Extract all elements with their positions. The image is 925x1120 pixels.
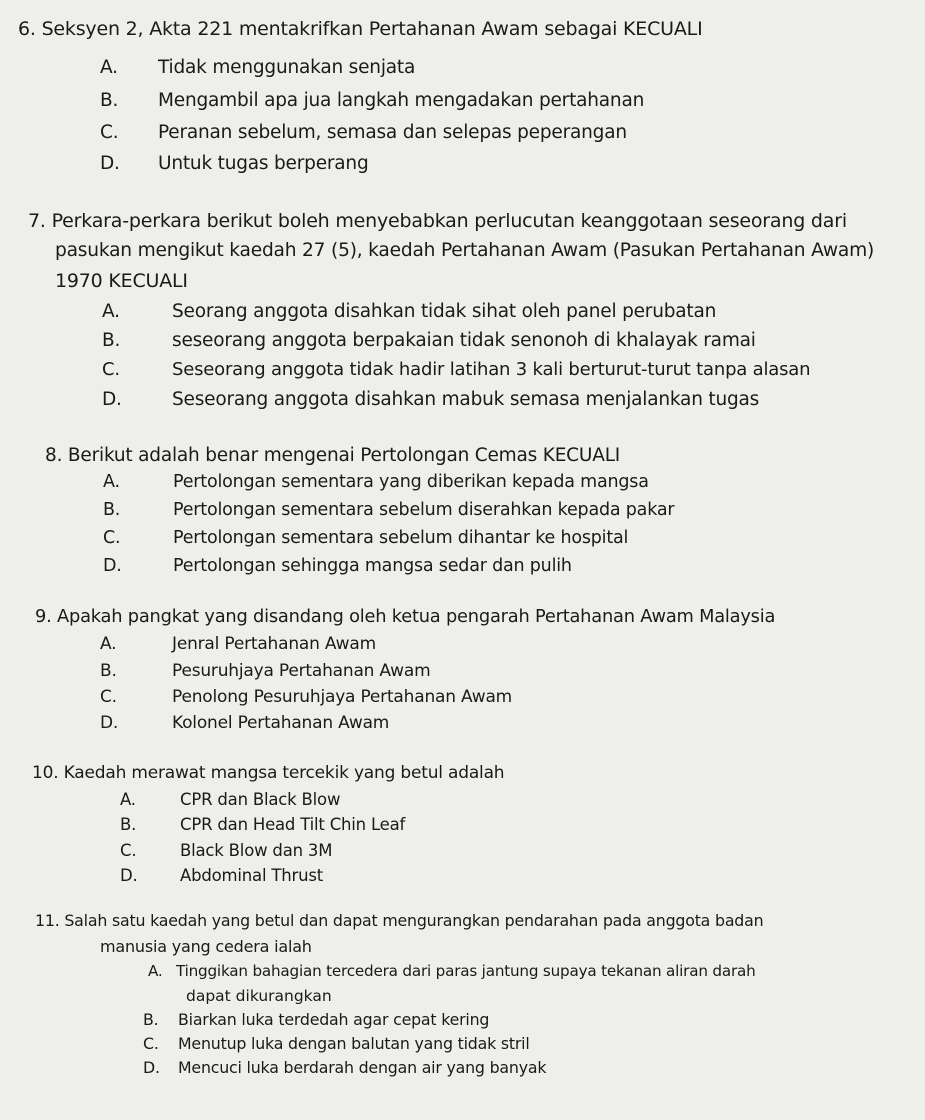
question-6-option-a: A. Tidak menggunakan senjata — [100, 57, 416, 78]
question-7-option-d: D. Seseorang anggota disahkan mabuk semasa menjalankan tugas — [102, 389, 760, 410]
question-7-stem-line-3: 1970 KECUALI — [55, 270, 188, 292]
question-6-option-c: C. Peranan sebelum, semasa dan selepas peperangan — [100, 122, 627, 143]
question-11-stem-line-1: 11. Salah satu kaedah yang betul dan dapat mengurangkan pendarahan pada anggota badan — [35, 911, 764, 930]
question-11-option-a-continuation: dapat dikurangkan — [186, 987, 332, 1005]
question-8-option-d: D. Pertolongan sehingga mangsa sedar dan pulih — [103, 556, 572, 576]
question-7-stem-line-1: 7. Perkara-perkara berikut boleh menyebabkan perlucutan keanggotaan seseorang dari — [28, 210, 847, 232]
question-11-option-b: B. Biarkan luka terdedah agar cepat kering — [143, 1010, 490, 1029]
question-10-option-b: B. CPR dan Head Tilt Chin Leaf — [120, 815, 406, 834]
question-9-option-d: D. Kolonel Pertahanan Awam — [100, 713, 390, 733]
question-7-option-b: B. seseorang anggota berpakaian tidak senonoh di khalayak ramai — [102, 330, 756, 351]
question-10-option-d: D. Abdominal Thrust — [120, 866, 324, 885]
question-11-option-d: D. Mencuci luka berdarah dengan air yang banyak — [143, 1058, 547, 1077]
question-11-stem-line-2: manusia yang cedera ialah — [100, 937, 312, 956]
question-10-option-c: C. Black Blow dan 3M — [120, 841, 333, 860]
question-9-option-a: A. Jenral Pertahanan Awam — [100, 634, 376, 654]
question-7-stem-line-2: pasukan mengikut kaedah 27 (5), kaedah Pertahanan Awam (Pasukan Pertahanan Awam) — [55, 240, 875, 261]
question-11-option-a: A. Tinggikan bahagian tercedera dari paras jantung supaya tekanan aliran darah — [148, 962, 756, 980]
question-8-option-c: C. Pertolongan sementara sebelum dihantar ke hospital — [103, 528, 629, 548]
question-6-option-d: D. Untuk tugas berperang — [100, 153, 369, 174]
question-9-stem: 9. Apakah pangkat yang disandang oleh ketua pengarah Pertahanan Awam Malaysia — [35, 606, 776, 627]
question-8-stem: 8. Berikut adalah benar mengenai Pertolongan Cemas KECUALI — [45, 445, 621, 466]
question-8-option-a: A. Pertolongan sementara yang diberikan kepada mangsa — [103, 472, 649, 492]
question-10-option-a: A. CPR dan Black Blow — [120, 790, 341, 809]
question-9-option-b: B. Pesuruhjaya Pertahanan Awam — [100, 661, 431, 681]
question-7-option-c: C. Seseorang anggota tidak hadir latihan 3 kali berturut-turut tanpa alasan — [102, 359, 811, 380]
question-11-option-c: C. Menutup luka dengan balutan yang tidak stril — [143, 1034, 530, 1053]
question-9-option-c: C. Penolong Pesuruhjaya Pertahanan Awam — [100, 687, 513, 707]
question-6-stem: 6. Seksyen 2, Akta 221 mentakrifkan Pertahanan Awam sebagai KECUALI — [18, 18, 703, 40]
question-6-option-b: B. Mengambil apa jua langkah mengadakan pertahanan — [100, 90, 645, 111]
question-7-option-a: A. Seorang anggota disahkan tidak sihat oleh panel perubatan — [102, 301, 717, 322]
question-8-option-b: B. Pertolongan sementara sebelum diserahkan kepada pakar — [103, 500, 675, 520]
question-10-stem: 10. Kaedah merawat mangsa tercekik yang betul adalah — [32, 763, 505, 783]
